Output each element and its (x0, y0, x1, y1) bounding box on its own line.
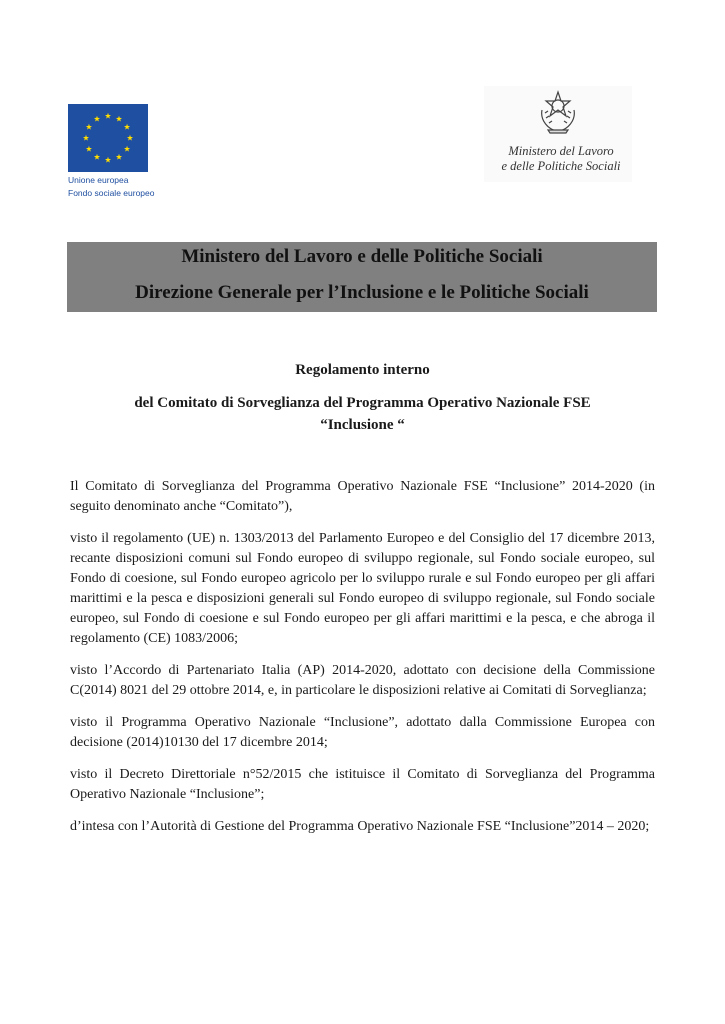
document-body (70, 477, 655, 849)
paragraph: visto il regolamento (UE) n. 1303/2013 del Parlamento Europeo e del Consiglio del 17 dicembre 2013, recante disposizioni comuni sul Fondo europeo di sviluppo regionale, sul Fondo sociale europeo, sul Fondo di coesione, sul Fondo europeo agricolo per lo sviluppo rurale e sul Fondo europeo per gli affari marittimi e la pesca e disposizioni generali sul Fondo europeo di sviluppo regionale, sul Fondo sociale europeo, sul Fondo di coesione e sul Fondo europeo per gli affari marittimi e la pesca, e che abroga il regolamento (CE) 1083/2006; (70, 531, 655, 646)
ministry-logo-text-line1: Ministero del Lavoro (508, 144, 614, 158)
document-subtitle-line2: “Inclusione “ (320, 417, 405, 433)
paragraph: visto l’Accordo di Partenariato Italia (AP) 2014-2020, adottato con decisione della Commissione C(2014) 8021 del 29 ottobre 2014, e, in particolare le disposizioni relative ai Comitati di Sorveglianza; (70, 663, 655, 698)
document-subtitle-line1: del Comitato di Sorveglianza del Programma Operativo Nazionale FSE (134, 395, 591, 411)
paragraph: visto il Decreto Direttoriale n°52/2015 che istituisce il Comitato di Sorveglianza del Programma Operativo Nazionale “Inclusione”; (70, 767, 655, 802)
document-title: Regolamento interno (295, 362, 430, 378)
ministry-logo-text-line2: e delle Politiche Sociali (501, 159, 621, 173)
eu-flag-icon (68, 104, 148, 172)
eu-logo-caption-line2: Fondo sociale europeo (68, 188, 155, 198)
paragraph: Il Comitato di Sorveglianza del Programma Operativo Nazionale FSE “Inclusione” 2014-2020 (in seguito denominato anche “Comitato”), (70, 479, 655, 514)
eu-logo (68, 104, 155, 198)
italian-republic-emblem-icon (538, 88, 578, 134)
paragraph: visto il Programma Operativo Nazionale “Inclusione”, adottato dalla Commissione Europea con decisione (2014)10130 del 17 dicembre 2014; (70, 715, 655, 750)
ministry-logo (484, 86, 632, 182)
banner-directorate-title: Direzione Generale per l’Inclusione e le Politiche Sociali (135, 282, 589, 303)
header-banner (67, 242, 657, 312)
eu-logo-caption-line1: Unione europea (68, 175, 129, 185)
paragraph: d’intesa con l’Autorità di Gestione del Programma Operativo Nazionale FSE “Inclusione”2014 – 2020; (70, 819, 650, 834)
banner-ministry-title: Ministero del Lavoro e delle Politiche Sociali (181, 246, 543, 267)
